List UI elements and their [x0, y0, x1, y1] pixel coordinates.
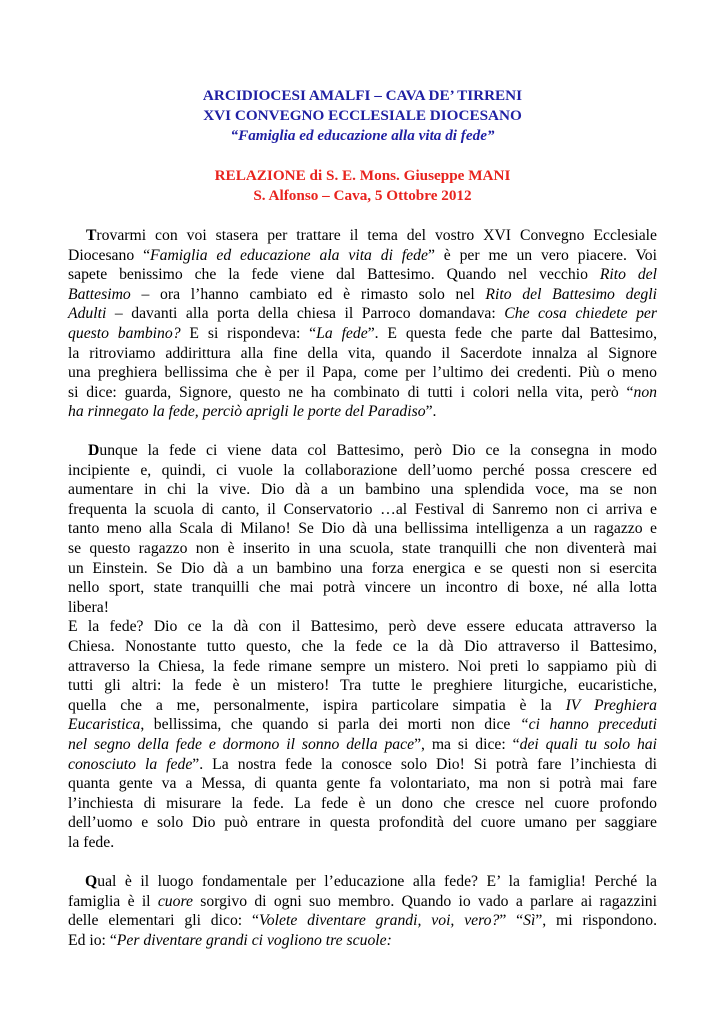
convention-title: XVI CONVEGNO ECCLESIALE DIOCESANO — [203, 107, 522, 124]
text-line: quella che a me, personalmente, ispira particolare simpatia è la IV Preghiera — [68, 696, 657, 714]
text-line: E la fede? Dio ce la dà con il Battesimo, però deve essere educata attraverso la — [68, 618, 657, 636]
diocese-title: ARCIDIOCESI AMALFI – CAVA DE’ TIRRENI — [202, 87, 523, 104]
paragraph-3 — [68, 872, 657, 950]
text-line: una preghiera bellissima che è per il Papa, come per l’ultimo dei credenti. Più o meno — [68, 364, 657, 382]
text-line: Qual è il luogo fondamentale per l’educazione alla fede? E’ la famiglia! Perché la — [85, 873, 658, 890]
report-place-date: S. Alfonso – Cava, 5 Ottobre 2012 — [253, 187, 472, 204]
text-line: attraverso la Chiesa, la fede rimane sempre un mistero. Noi preti lo sappiamo più di — [68, 657, 657, 675]
text-line: nello sport, state tranquilli che mai potrà vincere un incontro di boxe, né alla lotta — [68, 579, 657, 597]
text-line: Dunque la fede ci viene data col Battesimo, però Dio ce la consegna in modo — [88, 442, 658, 459]
text-line: Trovarmi con voi stasera per trattare il tema del vostro XVI Convegno Ecclesiale — [85, 227, 658, 244]
text-line: Adulti – davanti alla porta della chiesa il Parroco domandava: Che cosa chiedete per — [68, 305, 658, 323]
document-header — [0, 86, 725, 146]
paragraph-1 — [68, 226, 657, 422]
text-line: Ed io: “Per diventare grandi ci vogliono tre scuole: — [68, 931, 392, 949]
text-line: conosciuto la fede”. La nostra fede la conosce solo Dio! Si potrà fare l’inchiesta di — [68, 755, 658, 773]
text-line: la ritroviamo addirittura alla fine della vita, quando il Sacerdote innalza al Signore — [68, 344, 657, 362]
text-line: tutti gli altri: la fede è un mistero! Tra tutte le preghiere liturgiche, eucaristiche, — [68, 677, 657, 695]
report-header — [0, 166, 725, 206]
text-line: questo bambino? E si rispondeva: “La fede”. E questa fede che parte dal Battesimo, — [68, 324, 657, 342]
report-author: RELAZIONE di S. E. Mons. Giuseppe MANI — [214, 167, 511, 184]
text-line: se questo ragazzo non è inserito in una scuola, state tranquilli che non diventerà mai — [68, 539, 657, 557]
text-line: Chiesa. Nonostante tutto questo, che la fede ce la dà Dio attraverso il Battesimo, — [68, 637, 657, 655]
text-line: dell’uomo e solo Dio può entrare in questa profondità del cuore umano per saggiare — [68, 814, 657, 832]
text-line: delle elementari gli dico: “Volete diventare grandi, voi, vero?” “Sì”, mi rispondono. — [68, 912, 657, 930]
text-line: incipiente e, quindi, ci vuole la collaborazione dell’uomo perché possa crescere ed — [68, 461, 657, 479]
text-line: la fede. — [68, 833, 115, 851]
convention-theme: “Famiglia ed educazione alla vita di fede” — [230, 127, 495, 144]
text-line: ha rinnegato la fede, perciò aprigli le porte del Paradiso”. — [68, 403, 437, 421]
text-line: si dice: guarda, Signore, questo ne ha combinato di tutti i colori nella vita, però “non — [68, 383, 657, 401]
text-line: famiglia è il cuore sorgivo di ogni suo membro. Quando io vado a parlare ai ragazzini — [68, 892, 657, 910]
text-line: frequenta la scuola di canto, il Conservatorio …al Festival di Sanremo non ci arriva e — [68, 500, 657, 518]
text-line: l’inchiesta di misurare la fede. La fede è un dono che cresce nel cuore profondo — [68, 794, 657, 812]
text-line: quanta gente va a Messa, di quanta gente fa volontariato, ma non si potrà mai fare — [68, 775, 657, 793]
text-line: tanto meno alla Scala di Milano! Se Dio dà una bellissima intelligenza a un ragazzo e — [68, 520, 657, 538]
text-line: libera! — [68, 598, 109, 616]
text-line: aumentare in chi la vive. Dio dà a un bambino una splendida voce, ma se non — [68, 481, 657, 499]
text-line: Eucaristica, bellissima, che quando si parla dei morti non dice “ci hanno preceduti — [68, 716, 657, 734]
paragraph-2 — [68, 441, 657, 852]
text-line: Battesimo – ora l’hanno cambiato ed è rimasto solo nel Rito del Battesimo degli — [68, 285, 657, 303]
text-line: nel segno della fede e dormono il sonno della pace”, ma si dice: “dei quali tu solo hai — [68, 735, 657, 753]
text-line: un Einstein. Se Dio dà a un bambino una forza energica e se questi non si esercita — [68, 559, 657, 577]
text-line: sapete benissimo che la fede viene dal Battesimo. Quando nel vecchio Rito del — [68, 266, 657, 284]
text-line: Diocesano “Famiglia ed educazione ala vita di fede” è per me un vero piacere. Voi — [68, 246, 657, 264]
